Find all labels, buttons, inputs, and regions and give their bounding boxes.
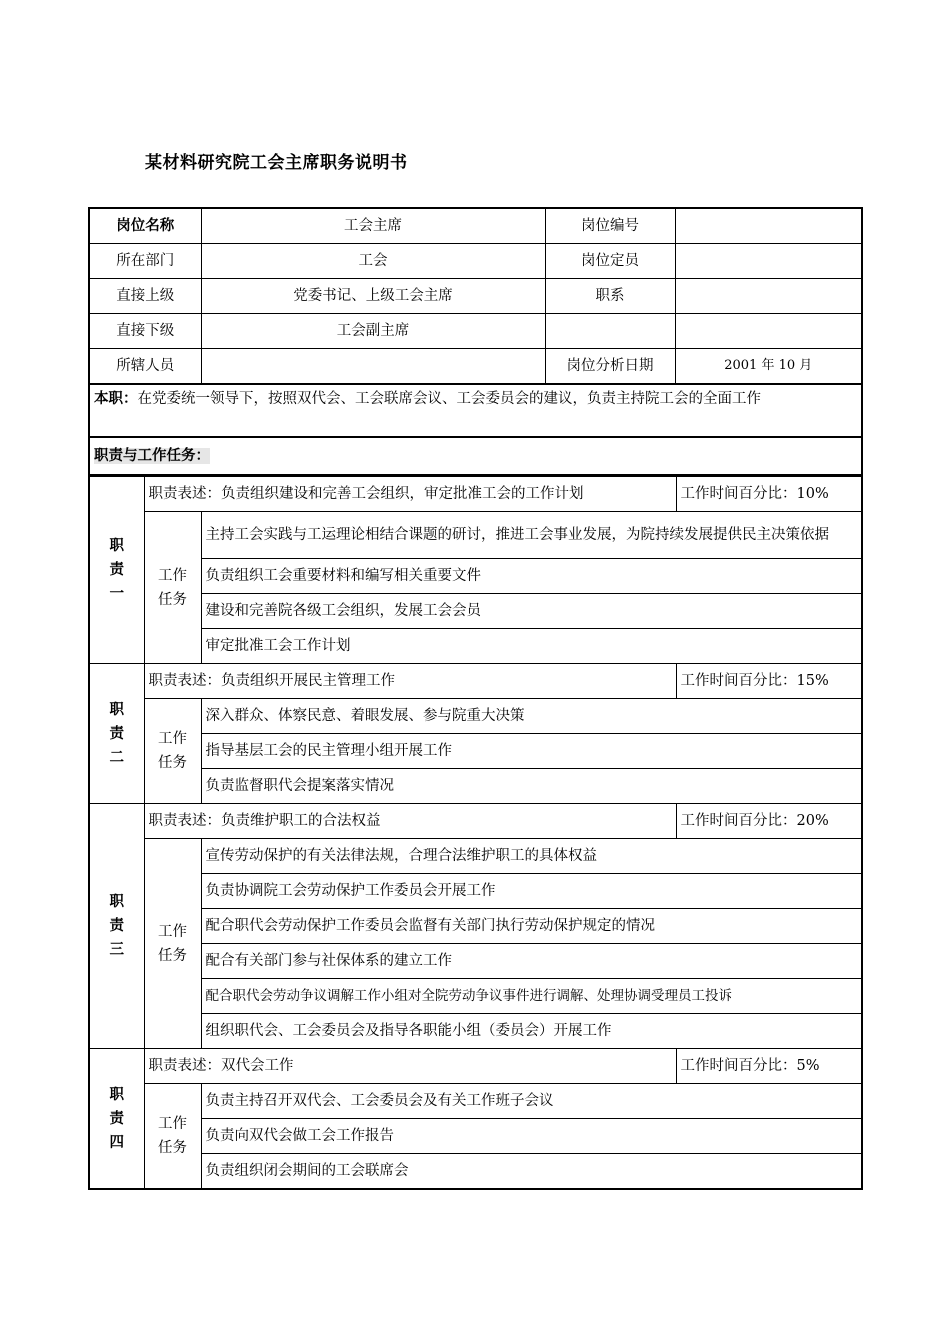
dept-value: 工会 xyxy=(201,244,545,279)
post-quota-label: 岗位定员 xyxy=(545,244,675,279)
document-title: 某材料研究院工会主席职务说明书 xyxy=(145,153,408,173)
task-item: 建设和完善院各级工会组织，发展工会会员 xyxy=(201,594,862,629)
task-item: 负责协调院工会劳动保护工作委员会开展工作 xyxy=(201,874,862,909)
duty-2-percent: 工作时间百分比：15% xyxy=(676,664,862,699)
header-table xyxy=(88,207,863,476)
duties-heading-cell xyxy=(89,437,862,475)
duty-1-statement: 职责表述：负责组织建设和完善工会组织，审定批准工会的工作计划 xyxy=(144,477,676,512)
post-name-label: 岗位名称 xyxy=(89,208,201,244)
duties-table xyxy=(88,476,863,1190)
empty-cell xyxy=(675,314,862,349)
duty-4-label: 职 责 四 xyxy=(89,1049,144,1190)
core-duty-cell xyxy=(89,384,862,437)
duty-3-statement: 职责表述：负责维护职工的合法权益 xyxy=(144,804,676,839)
core-duty-text: 在党委统一领导下，按照双代会、工会联席会议、工会委员会的建议，负责主持院工会的全面工作 xyxy=(137,391,761,407)
duty-1-percent: 工作时间百分比：10% xyxy=(676,477,862,512)
core-duty-label: 本职： xyxy=(94,391,138,407)
task-item: 指导基层工会的民主管理小组开展工作 xyxy=(201,734,862,769)
task-item: 组织职代会、工会委员会及指导各职能小组（委员会）开展工作 xyxy=(201,1014,862,1049)
task-item: 宣传劳动保护的有关法律法规，合理合法维护职工的具体权益 xyxy=(201,839,862,874)
task-item: 负责监督职代会提案落实情况 xyxy=(201,769,862,804)
task-item: 负责向双代会做工会工作报告 xyxy=(201,1119,862,1154)
job-description-sheet xyxy=(88,207,861,1190)
task-item: 深入群众、体察民意、着眼发展、参与院重大决策 xyxy=(201,699,862,734)
analysis-date-value: 2001 年 10 月 xyxy=(675,349,862,385)
series-label: 职系 xyxy=(545,279,675,314)
staff-value xyxy=(201,349,545,385)
staff-label: 所辖人员 xyxy=(89,349,201,385)
task-item: 审定批准工会工作计划 xyxy=(201,629,862,664)
post-quota-value xyxy=(675,244,862,279)
duty-3-label: 职 责 三 xyxy=(89,804,144,1049)
analysis-date-label: 岗位分析日期 xyxy=(545,349,675,385)
task-item: 主持工会实践与工运理论相结合课题的研讨，推进工会事业发展，为院持续发展提供民主决策依据 xyxy=(201,512,862,559)
duty-4-percent: 工作时间百分比：5% xyxy=(676,1049,862,1084)
duty-4-task-label: 工作 任务 xyxy=(144,1084,201,1190)
task-item: 负责组织工会重要材料和编写相关重要文件 xyxy=(201,559,862,594)
duty-1-task-label: 工作 任务 xyxy=(144,512,201,664)
superior-value: 党委书记、上级工会主席 xyxy=(201,279,545,314)
task-item: 配合职代会劳动保护工作委员会监督有关部门执行劳动保护规定的情况 xyxy=(201,909,862,944)
task-item: 配合职代会劳动争议调解工作小组对全院劳动争议事件进行调解、处理协调受理员工投诉 xyxy=(201,979,862,1014)
subordinate-value: 工会副主席 xyxy=(201,314,545,349)
task-item: 负责主持召开双代会、工会委员会及有关工作班子会议 xyxy=(201,1084,862,1119)
empty-cell xyxy=(545,314,675,349)
duty-3-percent: 工作时间百分比：20% xyxy=(676,804,862,839)
duty-4-statement: 职责表述：双代会工作 xyxy=(144,1049,676,1084)
post-no-value xyxy=(675,208,862,244)
duty-2-label: 职 责 二 xyxy=(89,664,144,804)
duty-2-statement: 职责表述：负责组织开展民主管理工作 xyxy=(144,664,676,699)
task-item: 配合有关部门参与社保体系的建立工作 xyxy=(201,944,862,979)
duty-3-task-label: 工作 任务 xyxy=(144,839,201,1049)
duty-1-label: 职 责 一 xyxy=(89,477,144,664)
dept-label: 所在部门 xyxy=(89,244,201,279)
post-no-label: 岗位编号 xyxy=(545,208,675,244)
duties-heading: 职责与工作任务： xyxy=(94,448,210,464)
subordinate-label: 直接下级 xyxy=(89,314,201,349)
series-value xyxy=(675,279,862,314)
superior-label: 直接上级 xyxy=(89,279,201,314)
post-name-value: 工会主席 xyxy=(201,208,545,244)
task-item: 负责组织闭会期间的工会联席会 xyxy=(201,1154,862,1190)
duty-2-task-label: 工作 任务 xyxy=(144,699,201,804)
